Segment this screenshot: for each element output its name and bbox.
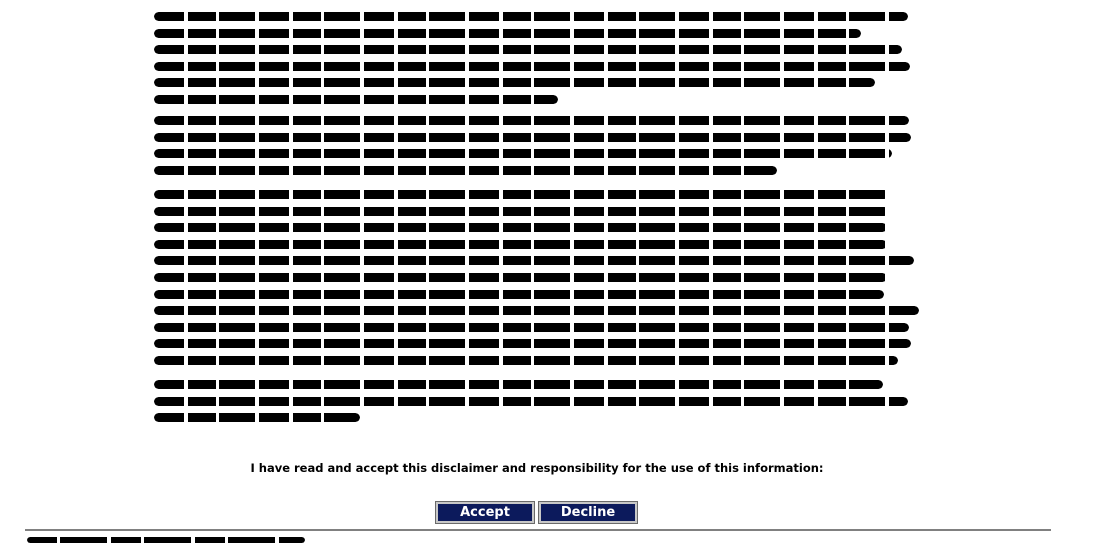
redacted-text-line (154, 78, 875, 87)
redacted-text-line (154, 339, 911, 348)
redacted-text-line (154, 62, 910, 71)
redacted-text-line (154, 380, 883, 389)
accept-button[interactable]: Accept (436, 502, 534, 523)
redacted-text-line (154, 45, 902, 54)
disclaimer-paragraph-1 (154, 12, 922, 112)
redacted-text-line (154, 256, 914, 265)
redacted-text-line (154, 166, 777, 175)
redacted-text-line (154, 290, 884, 299)
redacted-text-line (154, 413, 360, 422)
redacted-text-line (154, 190, 889, 199)
redacted-text-line (154, 397, 908, 406)
redacted-text-line (154, 306, 919, 315)
redacted-text-line (154, 356, 898, 365)
footer-divider (25, 529, 1051, 531)
redacted-text-line (154, 240, 887, 249)
redacted-text-line (154, 207, 889, 216)
footer-redacted-text (27, 537, 305, 543)
redacted-text-line (154, 133, 911, 142)
disclaimer-paragraph-4 (154, 380, 922, 430)
decline-button[interactable]: Decline (539, 502, 637, 523)
button-group (436, 502, 637, 523)
redacted-text-line (154, 273, 887, 282)
redacted-text-line (154, 223, 887, 232)
acceptance-prompt: I have read and accept this disclaimer and responsibility for the use of this information: (250, 461, 824, 475)
redacted-text-line (154, 95, 558, 104)
redacted-text-line (154, 116, 909, 125)
disclaimer-paragraph-2 (154, 116, 922, 182)
redacted-text-line (154, 29, 861, 38)
redacted-text-line (154, 149, 892, 158)
redacted-text-line (154, 323, 909, 332)
redacted-text-line (154, 12, 908, 21)
disclaimer-paragraph-3 (154, 190, 922, 373)
